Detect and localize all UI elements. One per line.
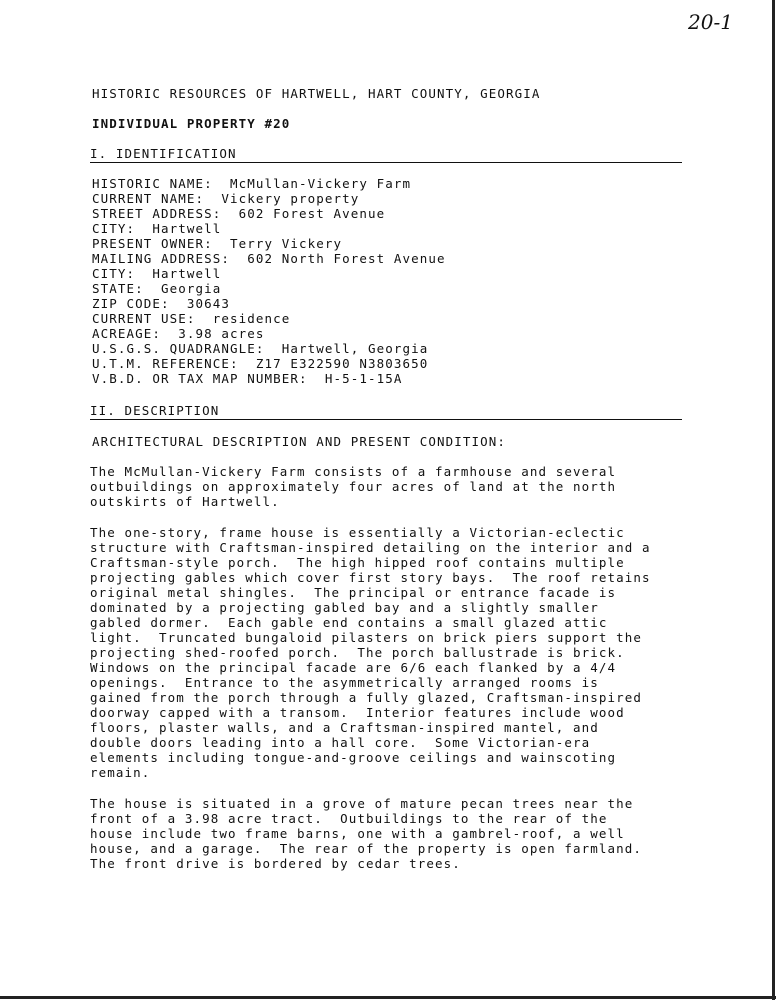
identification-item: STATE: Georgia	[92, 281, 222, 296]
paragraph-line: dominated by a projecting gabled bay and a slightly smaller	[90, 600, 599, 615]
paragraph-line: light. Truncated bungaloid pilasters on brick piers support the	[90, 630, 643, 645]
page-number: 20-1	[688, 10, 733, 34]
identification-item: CURRENT NAME: Vickery property	[92, 191, 360, 206]
paragraph-line: openings. Entrance to the asymmetrically arranged rooms is	[90, 675, 599, 690]
paragraph-line: projecting shed-roofed porch. The porch ballustrade is brick.	[90, 645, 625, 660]
architectural-description-heading: ARCHITECTURAL DESCRIPTION AND PRESENT CONDITION:	[92, 434, 507, 449]
identification-item: U.T.M. REFERENCE: Z17 E322590 N3803650	[92, 356, 429, 371]
description-paragraph	[90, 796, 690, 871]
identification-item: ZIP CODE: 30643	[92, 296, 231, 311]
paragraph-line: The house is situated in a grove of mature pecan trees near the	[90, 796, 634, 811]
section-heading-identification	[90, 146, 682, 163]
identification-item: ACREAGE: 3.98 acres	[92, 326, 265, 341]
scan-border-right	[772, 0, 775, 1000]
identification-item: HISTORIC NAME: McMullan-Vickery Farm	[92, 176, 412, 191]
identification-item: V.B.D. OR TAX MAP NUMBER: H-5-1-15A	[92, 371, 403, 386]
property-title: INDIVIDUAL PROPERTY #20	[92, 116, 291, 131]
identification-item: CITY: Hartwell	[92, 266, 222, 281]
paragraph-line: structure with Craftsman-inspired detailing on the interior and a	[90, 540, 651, 555]
description-paragraph	[90, 525, 690, 780]
identification-item: PRESENT OWNER: Terry Vickery	[92, 236, 343, 251]
section-heading-description	[90, 403, 682, 420]
paragraph-line: gained from the porch through a fully glazed, Craftsman-inspired	[90, 690, 643, 705]
paragraph-line: The McMullan-Vickery Farm consists of a farmhouse and several	[90, 464, 617, 479]
paragraph-line: The one-story, frame house is essentially a Victorian-eclectic	[90, 525, 625, 540]
paragraph-line: elements including tongue-and-groove ceilings and wainscoting	[90, 750, 617, 765]
paragraph-line: floors, plaster walls, and a Craftsman-inspired mantel, and	[90, 720, 599, 735]
section-heading-text: I. IDENTIFICATION	[90, 146, 237, 161]
identification-item: CURRENT USE: residence	[92, 311, 291, 326]
identification-item: CITY: Hartwell	[92, 221, 222, 236]
identification-item: STREET ADDRESS: 602 Forest Avenue	[92, 206, 386, 221]
document-title: HISTORIC RESOURCES OF HARTWELL, HART COUNTY, GEORGIA	[92, 86, 541, 101]
paragraph-line: Craftsman-style porch. The high hipped roof contains multiple	[90, 555, 625, 570]
identification-item: MAILING ADDRESS: 602 North Forest Avenue	[92, 251, 446, 266]
identification-item: U.S.G.S. QUADRANGLE: Hartwell, Georgia	[92, 341, 429, 356]
paragraph-line: outskirts of Hartwell.	[90, 494, 280, 509]
description-paragraph	[90, 464, 690, 509]
section-heading-text: II. DESCRIPTION	[90, 403, 220, 418]
paragraph-line: front of a 3.98 acre tract. Outbuildings to the rear of the	[90, 811, 608, 826]
paragraph-line: projecting gables which cover first story bays. The roof retains	[90, 570, 651, 585]
paragraph-line: original metal shingles. The principal or entrance facade is	[90, 585, 617, 600]
paragraph-line: remain.	[90, 765, 151, 780]
paragraph-line: house include two frame barns, one with a gambrel-roof, a well	[90, 826, 625, 841]
paragraph-line: house, and a garage. The rear of the property is open farmland.	[90, 841, 643, 856]
identification-list	[92, 176, 446, 386]
paragraph-line: double doors leading into a hall core. Some Victorian-era	[90, 735, 591, 750]
scan-border-bottom	[0, 996, 776, 999]
paragraph-line: The front drive is bordered by cedar trees.	[90, 856, 461, 871]
paragraph-line: outbuildings on approximately four acres of land at the north	[90, 479, 617, 494]
paragraph-line: gabled dormer. Each gable end contains a small glazed attic	[90, 615, 608, 630]
paragraph-line: Windows on the principal facade are 6/6 each flanked by a 4/4	[90, 660, 617, 675]
paragraph-line: doorway capped with a transom. Interior features include wood	[90, 705, 625, 720]
